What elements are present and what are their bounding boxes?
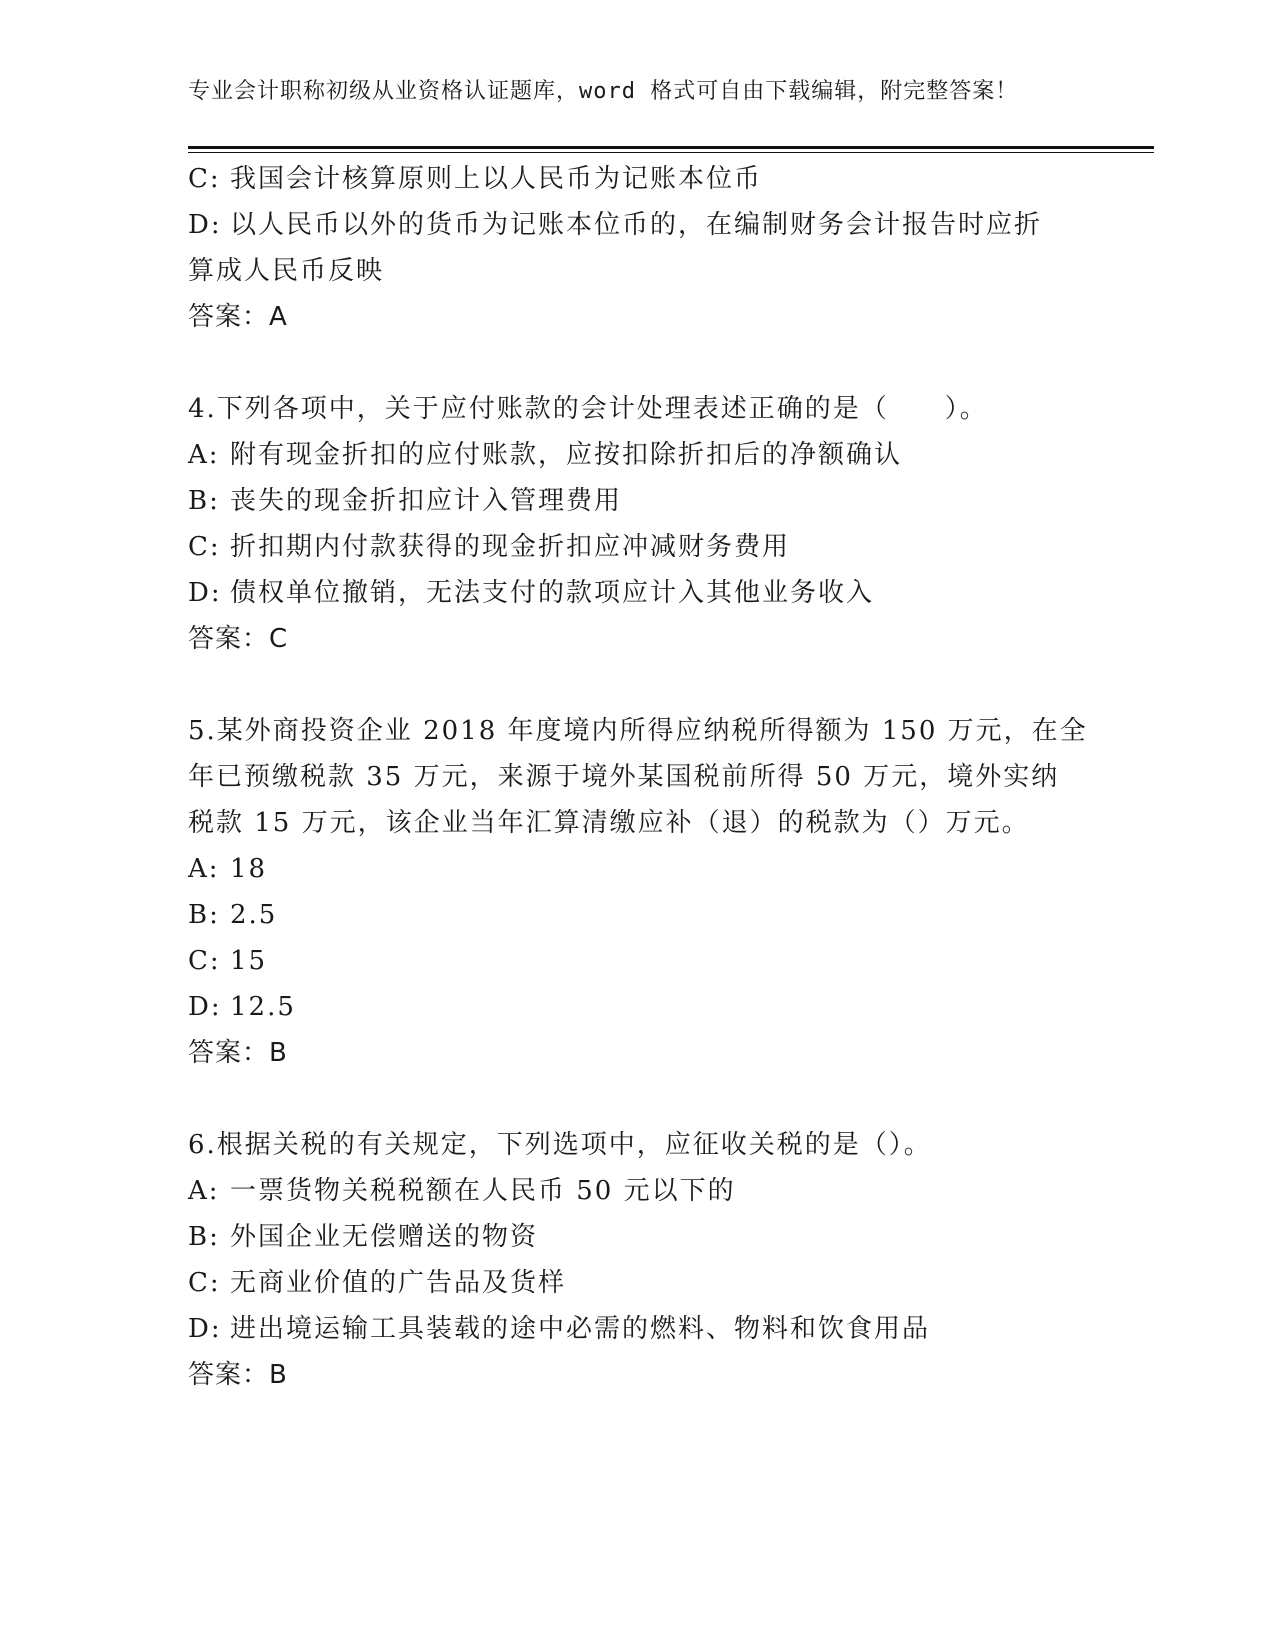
option-letter: C: [188,164,221,194]
question-stem: 4.下列各项中，关于应付账款的会计处理表述正确的是（ ）。 [188,394,988,424]
question-5 [188,708,1088,1076]
option-d [188,202,1088,248]
header-rule-thick [188,146,1154,149]
option-letter: A: [188,440,220,470]
option-d-continuation: 算成人民币反映 [188,256,385,286]
option-a [188,1168,1088,1214]
option-c [188,524,1088,570]
page-header: 专业会计职称初级从业资格认证题库，word 格式可自由下载编辑，附完整答案！ [188,79,1019,104]
question-stem-line: 税款 15 万元，该企业当年汇算清缴应补（退）的税款为（）万元。 [188,808,1030,838]
option-a [188,432,1088,478]
answer-line: 答案：A [188,302,288,332]
option-text: 附有现金折扣的应付账款，应按扣除折扣后的净额确认 [230,440,903,470]
option-letter: D: [188,210,222,240]
option-text: 债权单位撤销，无法支付的款项应计入其他业务收入 [230,578,875,608]
option-b [188,892,1088,938]
option-d [188,570,1088,616]
option-text: 18 [230,854,268,884]
question-3-tail [188,156,1088,340]
option-b [188,478,1088,524]
option-a [188,846,1088,892]
question-4 [188,386,1088,662]
option-text: 丧失的现金折扣应计入管理费用 [230,486,623,516]
question-stem: 6.根据关税的有关规定，下列选项中，应征收关税的是（）。 [188,1130,932,1160]
option-text: 无商业价值的广告品及货样 [230,1268,567,1298]
answer-line: 答案：C [188,624,289,654]
question-content [188,156,1088,1398]
option-letter: C: [188,1268,221,1298]
option-text: 外国企业无偿赠送的物资 [230,1222,539,1252]
option-letter: B: [188,1222,220,1252]
question-stem-line: 5.某外商投资企业 2018 年度境内所得应纳税所得额为 150 万元，在全 [188,716,1088,746]
answer-line: 答案：B [188,1038,288,1068]
option-letter: A: [188,854,220,884]
option-letter: C: [188,532,221,562]
option-text: 以人民币以外的货币为记账本位币的，在编制财务会计报告时应折 [230,210,1043,240]
option-letter: B: [188,486,220,516]
header-rule-thin [188,152,1154,153]
option-letter: C: [188,946,221,976]
option-letter: D: [188,1314,222,1344]
option-c [188,156,1088,202]
option-d [188,984,1088,1030]
answer-line: 答案：B [188,1360,288,1390]
option-letter: A: [188,1176,220,1206]
option-b [188,1214,1088,1260]
question-stem-line: 年已预缴税款 35 万元，来源于境外某国税前所得 50 万元，境外实纳 [188,762,1060,792]
option-letter: B: [188,900,220,930]
option-text: 2.5 [230,900,278,930]
option-letter: D: [188,578,222,608]
option-text: 进出境运输工具装载的途中必需的燃料、物料和饮食用品 [230,1314,931,1344]
option-c [188,938,1088,984]
option-text: 折扣期内付款获得的现金折扣应冲减财务费用 [230,532,791,562]
option-letter: D: [188,992,222,1022]
option-text: 我国会计核算原则上以人民币为记账本位币 [230,164,763,194]
option-d [188,1306,1088,1352]
option-c [188,1260,1088,1306]
option-text: 15 [230,946,268,976]
option-text: 12.5 [230,992,296,1022]
question-6 [188,1122,1088,1398]
option-text: 一票货物关税税额在人民币 50 元以下的 [230,1176,736,1206]
